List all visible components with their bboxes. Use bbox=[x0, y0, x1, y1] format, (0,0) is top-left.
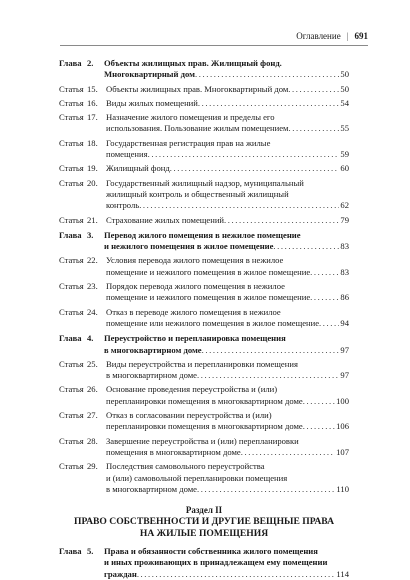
toc-chapter-entry[interactable] bbox=[59, 546, 349, 580]
entry-title bbox=[106, 436, 349, 459]
entry-title-text: Объекты жилищных прав. Многоквартирный дом bbox=[106, 83, 289, 94]
entry-number: 22. bbox=[87, 255, 98, 266]
entry-label: Статья bbox=[59, 177, 84, 188]
entry-page-number: 62 bbox=[340, 200, 349, 211]
entry-page-number: 100 bbox=[336, 395, 349, 406]
entry-number: 24. bbox=[87, 306, 98, 317]
entry-title-last-line bbox=[106, 215, 349, 226]
entry-label: Статья bbox=[59, 83, 84, 94]
entry-page-number: 83 bbox=[340, 241, 349, 252]
entry-title-last-line bbox=[106, 396, 349, 407]
entry-page-number: 59 bbox=[340, 149, 349, 160]
entry-title-last-line bbox=[106, 149, 349, 160]
entry-label: Статья bbox=[59, 461, 84, 472]
entry-title-last-line bbox=[104, 345, 349, 356]
entry-title-text: перепланировки помещения в многоквартирном доме bbox=[106, 421, 303, 432]
entry-title-text: в многоквартирном доме bbox=[106, 483, 197, 494]
dot-leader bbox=[197, 370, 339, 381]
dot-leader bbox=[288, 84, 339, 95]
entry-title bbox=[106, 307, 349, 330]
entry-number: 19. bbox=[87, 163, 98, 174]
entry-label: Глава bbox=[59, 229, 82, 240]
entry-label: Статья bbox=[59, 214, 84, 225]
entry-title-text: Виды жилых помещений bbox=[106, 97, 198, 108]
entry-page-number: 60 bbox=[340, 163, 349, 174]
entry-title-line: и иных проживающих в принадлежащем ему помещении bbox=[104, 557, 328, 568]
toc-article-entry[interactable] bbox=[59, 163, 349, 174]
entry-page-number: 55 bbox=[340, 123, 349, 134]
entry-number: 3. bbox=[87, 229, 94, 240]
entry-page-number: 54 bbox=[340, 97, 349, 108]
toc-chapter-entry[interactable] bbox=[59, 230, 349, 253]
toc-article-entry[interactable] bbox=[59, 255, 349, 278]
dot-leader bbox=[170, 163, 340, 174]
entry-title-last-line bbox=[106, 292, 349, 303]
entry-title-last-line bbox=[104, 69, 349, 80]
entry-title bbox=[106, 98, 349, 109]
section-title-line: НА ЖИЛЫЕ ПОМЕЩЕНИЯ bbox=[139, 528, 269, 540]
entry-page-number: 110 bbox=[336, 483, 349, 494]
entry-label: Статья bbox=[59, 410, 84, 421]
toc-article-entry[interactable] bbox=[59, 98, 349, 109]
entry-number: 16. bbox=[87, 97, 98, 108]
toc-article-entry[interactable] bbox=[59, 307, 349, 330]
entry-label: Статья bbox=[59, 112, 84, 123]
entry-title-last-line bbox=[106, 370, 349, 381]
entry-page-number: 50 bbox=[340, 83, 349, 94]
section-heading bbox=[59, 504, 349, 540]
entry-title bbox=[104, 230, 349, 253]
entry-title-text: Жилищный фонд bbox=[106, 163, 170, 174]
entry-number: 18. bbox=[87, 137, 98, 148]
entry-number: 2. bbox=[87, 58, 94, 68]
entry-title-last-line bbox=[106, 98, 349, 109]
entry-title-line: Виды переустройства и перепланировки помещения bbox=[106, 358, 298, 369]
entry-page-number: 50 bbox=[340, 69, 349, 80]
dot-leader bbox=[195, 69, 339, 80]
entry-number: 20. bbox=[87, 177, 98, 188]
entry-title-line: Переустройство и перепланировка помещения bbox=[104, 333, 286, 344]
entry-title bbox=[106, 112, 349, 135]
table-of-contents bbox=[59, 58, 349, 580]
dot-leader bbox=[197, 484, 335, 495]
entry-title-line: Порядок перевода жилого помещения в нежилое bbox=[106, 281, 285, 292]
entry-title-text: перепланировки помещения в многоквартирном доме bbox=[106, 395, 303, 406]
entry-number: 17. bbox=[87, 112, 98, 123]
entry-number: 23. bbox=[87, 281, 98, 292]
entry-title-line: Последствия самовольного переустройства bbox=[106, 461, 265, 472]
entry-title-text: использования. Пользование жилым помещением bbox=[106, 123, 289, 134]
entry-number: 28. bbox=[87, 435, 98, 446]
entry-title-line: Назначение жилого помещения и пределы его bbox=[106, 112, 275, 123]
entry-title bbox=[106, 215, 349, 226]
entry-number: 21. bbox=[87, 214, 98, 225]
dot-leader bbox=[273, 241, 339, 252]
entry-page-number: 97 bbox=[340, 370, 349, 381]
dot-leader bbox=[319, 318, 339, 329]
entry-page-number: 97 bbox=[340, 344, 349, 355]
entry-title-text: Многоквартирный дом bbox=[104, 69, 195, 80]
entry-number: 15. bbox=[87, 83, 98, 94]
entry-title-last-line bbox=[106, 447, 349, 458]
dot-leader bbox=[288, 123, 339, 134]
toc-article-entry[interactable] bbox=[59, 410, 349, 433]
toc-article-entry[interactable] bbox=[59, 215, 349, 226]
entry-page-number: 79 bbox=[340, 214, 349, 225]
toc-article-entry[interactable] bbox=[59, 461, 349, 495]
toc-article-entry[interactable] bbox=[59, 138, 349, 161]
entry-label: Статья bbox=[59, 97, 84, 108]
entry-title-line: Перевод жилого помещения в нежилое помещение bbox=[104, 229, 301, 240]
toc-article-entry[interactable] bbox=[59, 359, 349, 382]
entry-title bbox=[106, 359, 349, 382]
entry-title bbox=[104, 333, 349, 356]
entry-page-number: 94 bbox=[340, 317, 349, 328]
entry-number: 25. bbox=[87, 358, 98, 369]
entry-title bbox=[106, 138, 349, 161]
dot-leader bbox=[198, 98, 340, 109]
entry-title-last-line bbox=[104, 241, 349, 252]
toc-article-entry[interactable] bbox=[59, 178, 349, 212]
entry-page-number: 106 bbox=[336, 421, 349, 432]
entry-title-line: Условия перевода жилого помещения в нежилое bbox=[106, 255, 284, 266]
entry-label: Статья bbox=[59, 163, 84, 174]
dot-leader bbox=[148, 149, 340, 160]
entry-page-number: 107 bbox=[336, 446, 349, 457]
entry-title bbox=[104, 546, 349, 580]
entry-title bbox=[106, 384, 349, 407]
entry-title-last-line bbox=[106, 421, 349, 432]
entry-number: 4. bbox=[87, 333, 94, 344]
entry-title bbox=[106, 84, 349, 95]
toc-chapter-entry[interactable] bbox=[59, 333, 349, 356]
toc-chapter-entry[interactable] bbox=[59, 58, 349, 81]
entry-page-number: 114 bbox=[336, 568, 349, 579]
header-separator: | bbox=[346, 31, 349, 41]
entry-title-last-line bbox=[106, 267, 349, 278]
dot-leader bbox=[224, 215, 339, 226]
entry-title-last-line bbox=[104, 569, 349, 580]
entry-title bbox=[106, 255, 349, 278]
running-header bbox=[60, 31, 368, 46]
dot-leader bbox=[303, 396, 335, 407]
page-number: 691 bbox=[354, 31, 368, 41]
entry-label: Статья bbox=[59, 358, 84, 369]
entry-title bbox=[104, 58, 349, 81]
entry-title-line: Государственная регистрация прав на жилые bbox=[106, 137, 271, 148]
entry-number: 5. bbox=[87, 546, 94, 557]
entry-label: Статья bbox=[59, 281, 84, 292]
dot-leader bbox=[202, 345, 340, 356]
entry-title-text: Страхование жилых помещений bbox=[106, 214, 225, 225]
entry-label: Статья bbox=[59, 384, 84, 395]
dot-leader bbox=[137, 569, 336, 580]
dot-leader bbox=[310, 267, 339, 278]
entry-title-line: Государственный жилищный надзор, муниципальный bbox=[106, 177, 304, 188]
dot-leader bbox=[303, 421, 335, 432]
entry-title-line: Отказ в согласовании переустройства и (или) bbox=[106, 410, 272, 421]
section-number: Раздел II bbox=[185, 505, 223, 516]
entry-label: Глава bbox=[59, 58, 82, 68]
header-section-title: Оглавление bbox=[296, 31, 341, 41]
entry-title-line: Завершение переустройства и (или) перепланировки bbox=[106, 435, 299, 446]
entry-title-last-line bbox=[106, 84, 349, 95]
entry-title-last-line bbox=[106, 200, 349, 211]
entry-title-text: в многоквартирном доме bbox=[104, 344, 202, 355]
entry-number: 26. bbox=[87, 384, 98, 395]
entry-title-line: жилищный контроль и общественный жилищный bbox=[106, 188, 289, 199]
entry-title-line: Основание проведения переустройства и (или) bbox=[106, 384, 278, 395]
entry-title-line: и (или) самовольной перепланировки помещения bbox=[106, 472, 288, 483]
entry-title-text: контроль bbox=[106, 200, 140, 211]
entry-title bbox=[106, 281, 349, 304]
entry-title-line: Права и обязанности собственника жилого помещения bbox=[104, 546, 318, 557]
toc-article-entry[interactable] bbox=[59, 281, 349, 304]
entry-label: Статья bbox=[59, 137, 84, 148]
entry-title-text: помещения bbox=[106, 149, 148, 160]
entry-label: Статья bbox=[59, 306, 84, 317]
entry-title-text: помещение или нежилого помещения в жилое помещение bbox=[106, 317, 320, 328]
toc-article-entry[interactable] bbox=[59, 84, 349, 95]
entry-title bbox=[106, 178, 349, 212]
entry-label: Глава bbox=[59, 546, 82, 557]
entry-title-last-line bbox=[106, 163, 349, 174]
entry-title-text: помещение и нежилого помещения в жилое помещение bbox=[106, 292, 311, 303]
entry-title bbox=[106, 461, 349, 495]
entry-title-text: граждан bbox=[104, 568, 137, 579]
entry-title-last-line bbox=[106, 318, 349, 329]
dot-leader bbox=[139, 200, 339, 211]
entry-label: Глава bbox=[59, 333, 82, 344]
entry-title-line: Отказ в переводе жилого помещения в нежилое bbox=[106, 306, 281, 317]
entry-title-text: помещения в многоквартирном доме bbox=[106, 446, 241, 457]
entry-title-last-line bbox=[106, 123, 349, 134]
entry-page-number: 83 bbox=[340, 266, 349, 277]
toc-list bbox=[59, 58, 349, 580]
dot-leader bbox=[310, 292, 339, 303]
toc-article-entry[interactable] bbox=[59, 436, 349, 459]
toc-article-entry[interactable] bbox=[59, 112, 349, 135]
entry-title bbox=[106, 163, 349, 174]
entry-title-line: Объекты жилищных прав. Жилищный фонд. bbox=[104, 58, 282, 68]
entry-page-number: 86 bbox=[340, 292, 349, 303]
entry-title-text: помещение и нежилого помещения в жилое помещение bbox=[106, 266, 311, 277]
entry-title-last-line bbox=[106, 484, 349, 495]
entry-label: Статья bbox=[59, 255, 84, 266]
entry-title-text: в многоквартирном доме bbox=[106, 370, 197, 381]
entry-label: Статья bbox=[59, 435, 84, 446]
entry-title bbox=[106, 410, 349, 433]
entry-number: 27. bbox=[87, 410, 98, 421]
header-text bbox=[296, 31, 368, 41]
dot-leader bbox=[241, 447, 335, 458]
entry-number: 29. bbox=[87, 461, 98, 472]
entry-title-text: и нежилого помещения в жилое помещение bbox=[104, 241, 274, 252]
section-title-line: ПРАВО СОБСТВЕННОСТИ И ДРУГИЕ ВЕЩНЫЕ ПРАВА bbox=[73, 516, 334, 528]
toc-article-entry[interactable] bbox=[59, 384, 349, 407]
